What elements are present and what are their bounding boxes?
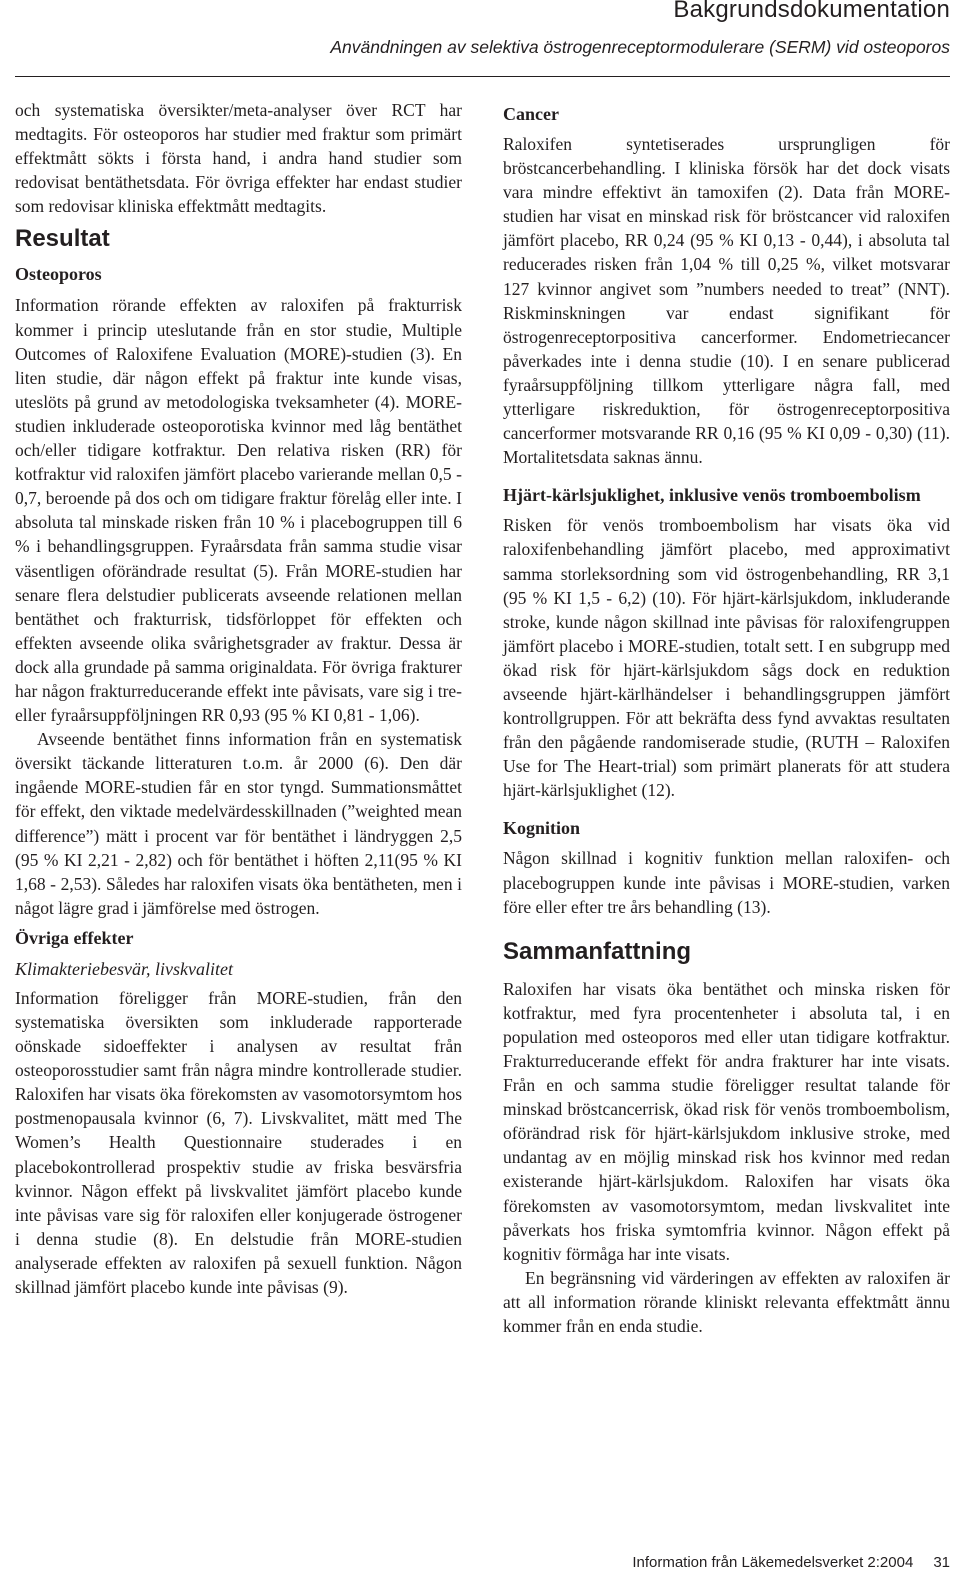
osteoporosis-paragraph: Information rörande effekten av raloxifen på frakturrisk kommer i princip uteslutande från en stor studie, Multiple Outcomes of Raloxifene Evaluation (MORE)-studien (3). En liten studie, där någon effekt på fraktur inte kunde visas, uteslöts på grund av metodologiska tveksamheter (4). MORE-studien inkluderade osteoporotiska kvinnor med låg bentäthet och/eller tidigare kotfraktur. Den relativa risken (RR) för kotfraktur vid raloxifen jämfört placebo varierande mellan 0,5 - 0,7, beroende på dos och om tidigare fraktur förelåg eller inte. I absoluta tal minskade risken från 10 % i placebogruppen till 6 % i behandlingsgruppen. Fyraårsdata från samma studie visar väsentligen oförändrade resultat (5). Från MORE-studien har senare flera delstudier publicerats avseende relationen mellan bentäthet och frakturrisk, tidsförloppet för effekten och effekten avseende olika svårighetsgrader av fraktur. Dessa är dock alla grundade på samma originaldata. För övriga frakturer har någon frakturreducerande effekt inte påvisats, vare sig i tre- eller fyraårsuppföljningen RR 0,93 (95 % KI 0,81 - 1,06).	[15, 295, 462, 726]
page-number: 31	[933, 1554, 950, 1571]
cardiovascular-heading: Hjärt-kärlsjuklighet, inklusive venös tromboembolism	[503, 485, 921, 506]
summary-conclusion-paragraph: En begränsning vid värderingen av effekten av raloxifen är att all information rörande kliniskt relevanta effektmått ännu kommer från en enda studie.	[503, 1267, 950, 1337]
summary-paragraph: Raloxifen har visats öka bentäthet och minska risken för kotfraktur, med fyra procentenheter i absoluta tal, i en population med osteoporos med eller utan tidigare kotfraktur. Frakturreducerande effekt för andra frakturer har inte visats. Från en och samma studie föreligger resultat talande för minskad bröstcancerrisk, ökad risk för venös tromboembolism, oförändrad risk för hjärt-kärlsjukdom inklusive stroke, med undantag av en möjlig minskad risk hos kvinnor med redan existerande hjärt-kärlsjukdom. Raloxifen har visats öka förekomsten av vasomotorsymtom, medan livskvalitet inte påverkats hos friska symtomfria kvinnor. Någon effekt på kognitiv förmåga har inte visats.	[503, 978, 950, 1264]
cancer-heading: Cancer	[503, 104, 559, 124]
summary-heading: Sammanfattning	[503, 937, 692, 965]
climacteric-paragraph: Information föreligger från MORE-studien, från den systematiska översikten som inkluderade rapporterade oönskade sidoeffekter i analysen av resultat från osteoporosstudier samt från några mindre kontrollerade studier. Raloxifen har visats öka förekomsten av vasomotorsymtom hos postmenopausala kvinnor (6, 7). Livskvalitet, mätt med The Women’s Health Questionnaire studerades i en placebokontrollerad prospektiv studie av friska besvärsfria kvinnor. Någon effekt på livskvalitet jämfört placebo kunde inte påvisas vare sig för raloxifen eller konjugerade östrogener i denna studie (8). En delstudie från MORE-studien analyserade effekten av raloxifen på sexuell funktion. Någon skillnad jämfört placebo kunde inte påvisas (9).	[15, 987, 462, 1298]
other-effects-heading: Övriga effekter	[15, 927, 134, 948]
climacteric-heading: Klimakteriebesvär, livskvalitet	[15, 958, 233, 979]
left-column	[15, 98, 462, 1299]
right-column	[503, 102, 950, 1338]
intro-paragraph: och systematiska översikter/meta-analyser över RCT har medtagits. För osteoporos har studier med fraktur som primärt effektmått sökts i första hand, i andra hand studier som redovisat bentäthetsdata. För övriga effekter har endast studier som redovisar kliniska effektmått medtagits.	[15, 100, 462, 217]
osteoporosis-heading: Osteoporos	[15, 264, 102, 285]
footer-publication: Information från Läkemedelsverket 2:2004	[632, 1554, 914, 1571]
bone-density-paragraph: Avseende bentäthet finns information från en systematisk översikt täckande litteraturen t.o.m. år 2000 (6). Den där ingående MORE-studien får en stor tyngd. Summationsmåttet för effekt, den viktade medelvärdesskillnaden (”weighted mean difference”) mätt i procent var för bentäthet i ländryggen 2,5 (95 % KI 2,21 - 2,82) och för bentäthet i höften 2,11(95 % KI 1,68 - 2,53). Således har raloxifen visats öka bentätheten, men i något lägre grad i jämförelse med östrogen.	[15, 729, 462, 918]
cognition-paragraph: Någon skillnad i kognitiv funktion mellan raloxifen- och placebogruppen kunde inte påvisas i MORE-studien, varken före eller efter tre års behandling (13).	[503, 848, 950, 917]
header-divider	[15, 76, 950, 77]
cardiovascular-paragraph: Risken för venös tromboembolism har visats öka vid raloxifenbehandling jämfört placebo, med approximativt samma storleksordning som vid östrogenbehandling, RR 3,1 (95 % KI 1,5 - 6,2) (10). För hjärt-kärlsjukdom, inkluderande stroke, kunde någon skillnad inte påvisas för raloxifengruppen jämfört placebo i MORE-studien, totalt sett. I en subgrupp med ökad risk för hjärt-kärlsjukdom sågs dock en reduktion avseende hjärt-kärlhändelser i behandlingsgruppen jämfört kontrollgruppen. För att bekräfta dess fynd avvaktas resultaten från den pågående randomiserade studie, (RUTH – Raloxifen Use for The Heart-trial) som primärt planerats för att studera hjärt-kärlsjuklighet (12).	[503, 515, 950, 801]
cancer-paragraph: Raloxifen syntetiserades ursprungligen för bröstcancerbehandling. I kliniska försök har det dock visats vara mindre effektivt än tamoxifen (2). Data från MORE-studien har visat en minskad risk för bröstcancer vid raloxifen jämfört placebo, RR 0,24 (95 % KI 0,13 - 0,44), i absoluta tal reducerades risken från 1,04 % till 0,25 %, vilket motsvarar 127 kvinnor angivet som ”numbers needed to treat” (NNT). Riskminskningen var endast signifikant för östrogenreceptorpositiva cancerformer. Endometriecancer påverkades inte i denna studie (10). I en senare publicerad fyraårsuppföljning tillkom ytterligare några fall, med ytterligare riskreduktion, för östrogenreceptorpositiva cancerformer motsvarande RR 0,16 (95 % KI 0,09 - 0,30) (11). Mortalitetsdata saknas ännu.	[503, 134, 950, 468]
results-heading: Resultat	[15, 225, 110, 253]
page-footer	[632, 1554, 950, 1571]
running-header-title: Bakgrundsdokumentation	[673, 0, 950, 23]
cognition-heading: Kognition	[503, 818, 581, 839]
running-header-subtitle: Användningen av selektiva östrogenreceptormodulerare (SERM) vid osteoporos	[330, 37, 950, 57]
